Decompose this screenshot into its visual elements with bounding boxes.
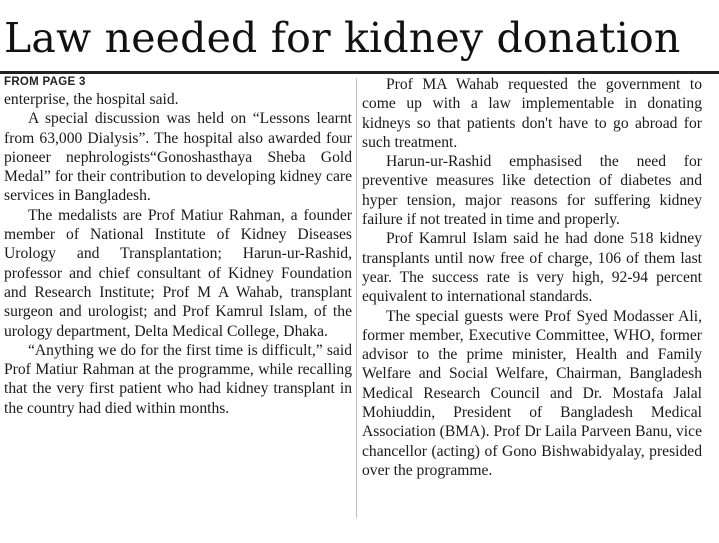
right-column [362,75,702,480]
jump-line: FROM PAGE 3 [4,76,86,88]
column-divider [356,78,357,518]
paragraph-kamrul: Prof Kamrul Islam said he had done 518 kidney transplants until now free of charge, 106 of them last year. The success rate is very high, 92-94 percent equivalent to international standards. [362,230,702,306]
paragraph-special-guests: The special guests were Prof Syed Modasser Ali, former member, Executive Committee, WHO, former advisor to the prime minister, Health and Family Welfare and Social Welfare, Chairman, Bangladesh Medical Research Council and Dr. Mostafa Jalal Mohiuddin, President of Bangladesh Medical Association (BMA). Prof Dr Laila Parveen Banu, vice chancellor (acting) of Gono Bishwabidyalay, presided over the programme. [362,307,702,479]
paragraph-continued: enterprise, the hospital said. [4,91,179,108]
paragraph-wahab: Prof MA Wahab requested the government to come up with a law implementable in donating kidneys so that patients don't have to go abroad for such treatment. [362,76,702,151]
headline: Law needed for kidney donation [4,14,681,62]
left-column [4,75,352,418]
paragraph-quote: “Anything we do for the first time is difficult,” said Prof Matiur Rahman at the programme, while recalling that the very first patient who had kidney transplant in the country had died within months. [4,341,352,417]
headline-rule [0,71,719,74]
paragraph-medalists: The medalists are Prof Matiur Rahman, a founder member of National Institute of Kidney Diseases Urology and Transplantation; Harun-ur-Rashid, professor and chief consultant of Kidney Foundation and Research Institute; Prof M A Wahab, transplant surgeon and urologist; and Prof Kamrul Islam, of the urology department, Delta Medical College, Dhaka. [4,206,352,340]
paragraph-harun: Harun-ur-Rashid emphasised the need for preventive measures like detection of diabetes and hyper tension, major reasons for suffering kidney failure if not treated in time and properly. [362,153,702,229]
paragraph-special-discussion: A special discussion was held on “Lessons learnt from 63,000 Dialysis”. The hospital also awarded four pioneer nephrologists“Gonoshasthaya Sheba Gold Medal” for their contribution to developing kidney care services in Bangladesh. [4,110,352,205]
